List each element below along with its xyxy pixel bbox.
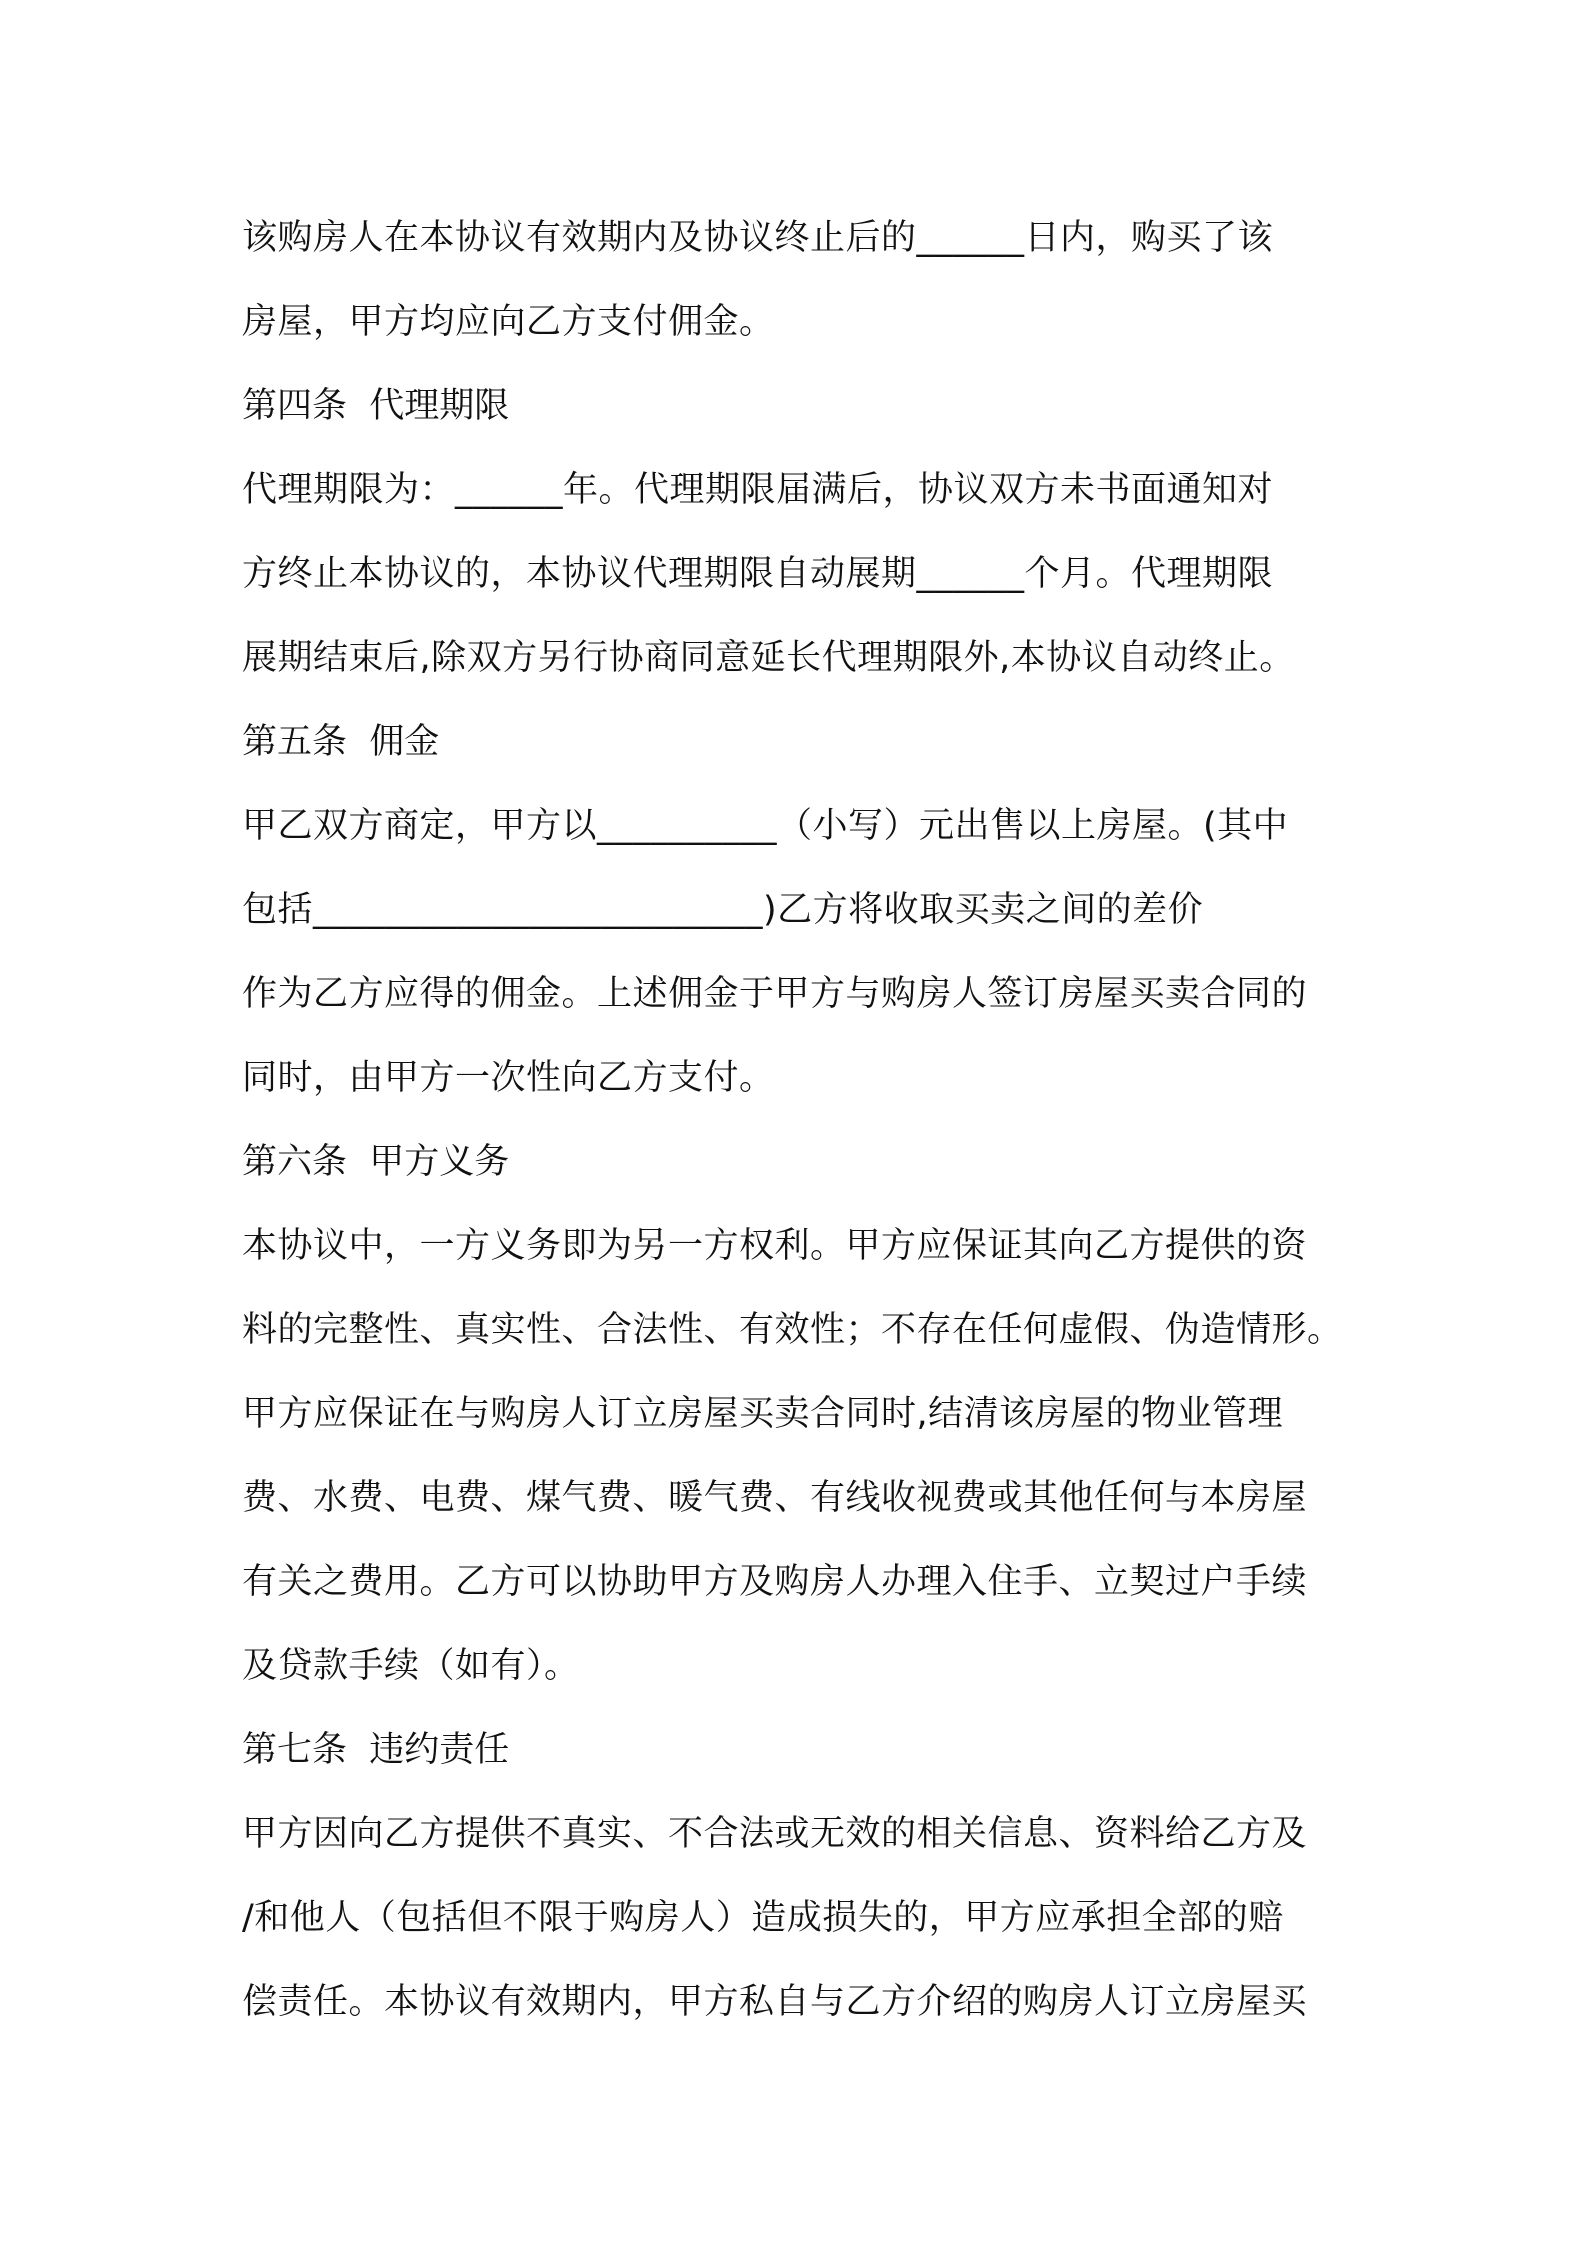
paragraph-line: 代理期限为：______年。代理期限届满后，协议双方未书面通知对	[242, 470, 1274, 510]
paragraph-line: 作为乙方应得的佣金。上述佣金于甲方与购房人签订房屋买卖合同的	[242, 974, 1308, 1014]
paragraph-line: 展期结束后,除双方另行协商同意延长代理期限外,本协议自动终止。	[242, 638, 1295, 678]
paragraph-line: 费、水费、电费、煤气费、暖气费、有线收视费或其他任何与本房屋	[242, 1478, 1308, 1518]
paragraph-line: 甲方应保证在与购房人订立房屋买卖合同时,结清该房屋的物业管理	[242, 1394, 1284, 1434]
paragraph-line: 料的完整性、真实性、合法性、有效性；不存在任何虚假、伪造情形。	[242, 1310, 1343, 1350]
section-heading-article-6: 第六条 甲方义务	[242, 1142, 510, 1182]
paragraph-line: 房屋，甲方均应向乙方支付佣金。	[242, 302, 775, 342]
paragraph-line: 方终止本协议的，本协议代理期限自动展期______个月。代理期限	[242, 554, 1274, 594]
paragraph-line: 偿责任。本协议有效期内，甲方私自与乙方介绍的购房人订立房屋买	[242, 1982, 1308, 2022]
paragraph-line: 有关之费用。乙方可以协助甲方及购房人办理入住手、立契过户手续	[242, 1562, 1308, 1602]
section-heading-article-5: 第五条 佣金	[242, 722, 440, 762]
paragraph-line: 甲方因向乙方提供不真实、不合法或无效的相关信息、资料给乙方及	[242, 1814, 1308, 1854]
paragraph-line: 本协议中，一方义务即为另一方权利。甲方应保证其向乙方提供的资	[242, 1226, 1308, 1266]
section-heading-article-7: 第七条 违约责任	[242, 1730, 510, 1770]
paragraph-line: /和他人（包括但不限于购房人）造成损失的，甲方应承担全部的赔	[242, 1898, 1284, 1938]
paragraph-line: 及贷款手续（如有）。	[242, 1646, 580, 1686]
paragraph-line: 同时，由甲方一次性向乙方支付。	[242, 1058, 775, 1098]
paragraph-line: 该购房人在本协议有效期内及协议终止后的______日内，购买了该	[242, 218, 1274, 258]
paragraph-line: 甲乙双方商定，甲方以__________（小写）元出售以上房屋。(其中	[242, 806, 1289, 846]
document-body	[242, 196, 1356, 2044]
paragraph-line: 包括_________________________)乙方将收取买卖之间的差价	[242, 890, 1204, 930]
section-heading-article-4: 第四条 代理期限	[242, 386, 510, 426]
